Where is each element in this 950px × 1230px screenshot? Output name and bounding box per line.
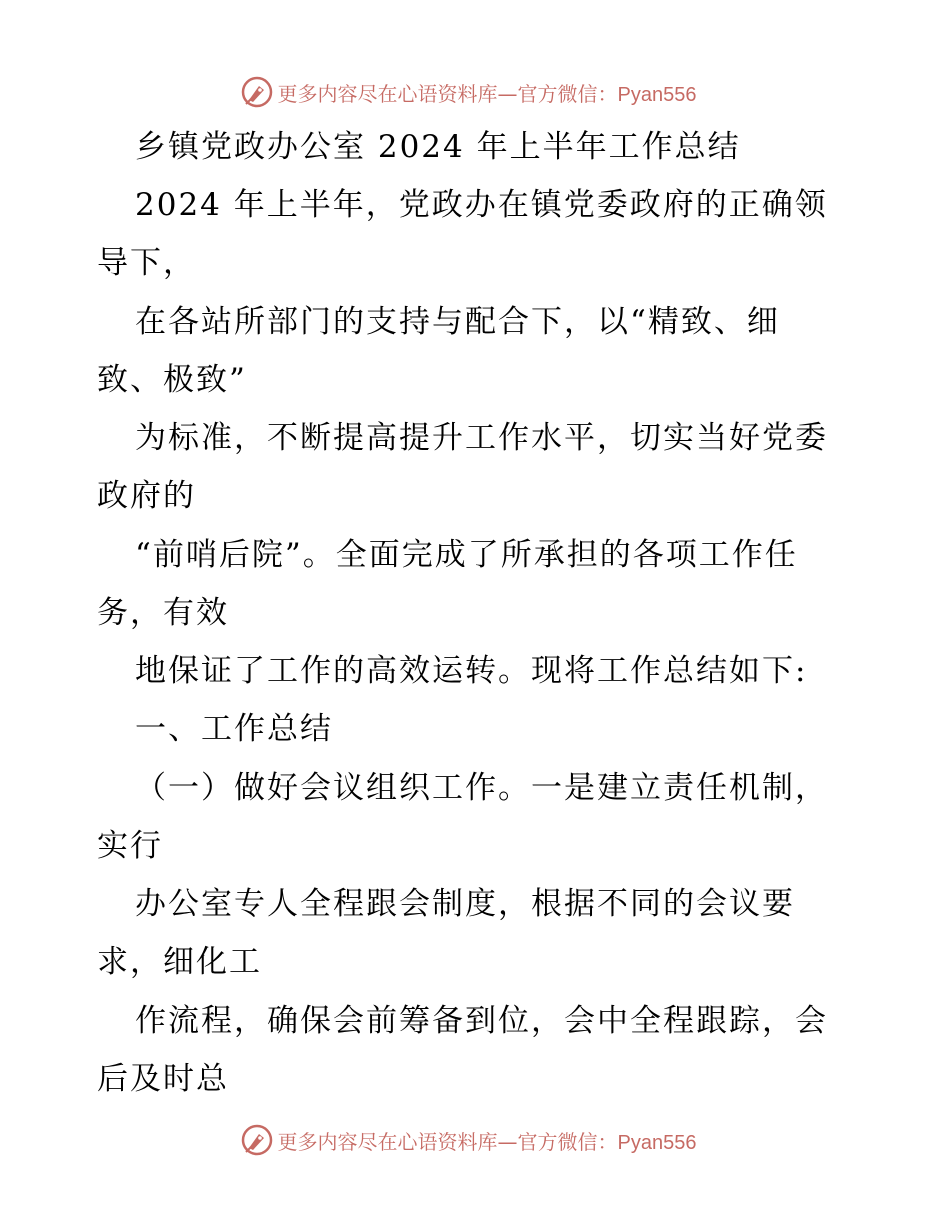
pen-nib-logo-icon [240,1123,274,1157]
paragraph-line: 政府的 [97,478,196,514]
paragraph-line: 作流程，确保会前筹备到位，会中全程跟踪，会 [135,1003,828,1039]
paragraph-line: “前哨后院”。全面完成了所承担的各项工作任 [135,537,798,573]
paragraph-line: 后及时总 [97,1061,229,1097]
watermark-text: 更多内容尽在心语资料库—官方微信：Pyan556 [277,1129,697,1154]
document-title: 乡镇党政办公室 2024 年上半年工作总结 [135,129,741,165]
paragraph-line: 实行 [97,828,163,864]
paragraph-line: （一）做好会议组织工作。一是建立责任机制， [135,770,828,806]
section-heading: 一、工作总结 [135,711,333,747]
paragraph-line: 导下， [97,245,196,281]
pen-nib-logo-icon [240,75,274,109]
paragraph-line: 致、极致” [97,362,247,398]
header-watermark [0,72,950,112]
paragraph-line: 办公室专人全程跟会制度，根据不同的会议要 [135,886,795,922]
watermark-text: 更多内容尽在心语资料库—官方微信：Pyan556 [277,81,697,106]
paragraph-line: 求，细化工 [97,944,262,980]
paragraph-line: 务，有效 [97,595,229,631]
paragraph-line: 为标准，不断提高提升工作水平，切实当好党委 [135,420,828,456]
paragraph-line: 地保证了工作的高效运转。现将工作总结如下: [135,653,808,689]
paragraph-line: 在各站所部门的支持与配合下，以“精致、细 [135,304,780,340]
paragraph-line: 2024 年上半年，党政办在镇党委政府的正确领 [135,187,828,223]
footer-watermark [0,1120,950,1160]
